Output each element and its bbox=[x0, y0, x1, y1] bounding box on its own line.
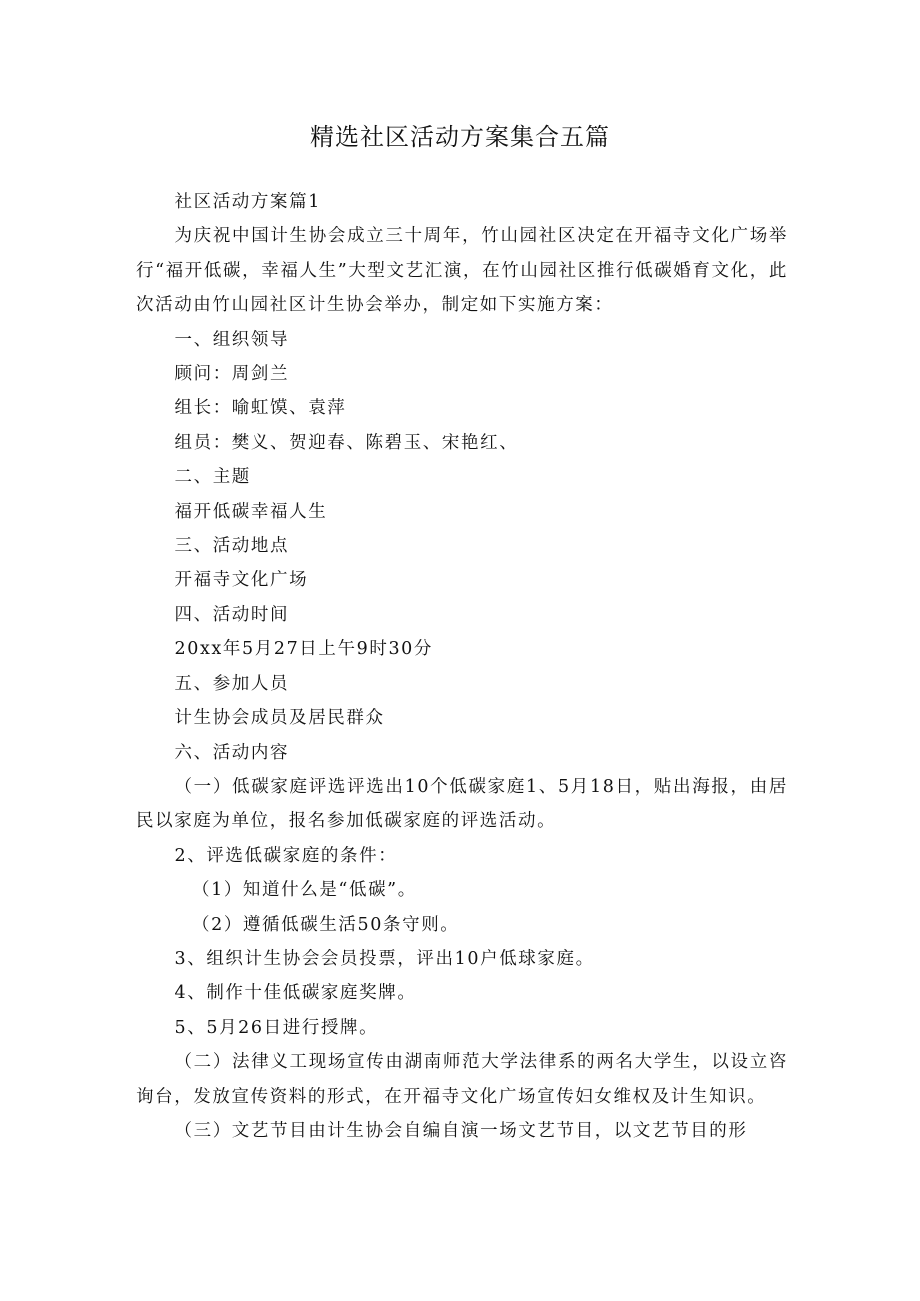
body-line: 福开低碳幸福人生 bbox=[174, 501, 328, 522]
section-heading: 六、活动内容 bbox=[174, 742, 290, 763]
body-line: 组长：喻虹馍、袁萍 bbox=[174, 398, 347, 419]
body-line: （1）知道什么是“低碳”。 bbox=[192, 880, 417, 901]
section-heading: 五、参加人员 bbox=[174, 673, 290, 694]
document-body bbox=[136, 185, 788, 1148]
body-line: 组员：樊义、贺迎春、陈碧玉、宋艳红、 bbox=[174, 432, 519, 453]
document-title: 精选社区活动方案集合五篇 bbox=[310, 123, 610, 151]
body-line: 开福寺文化广场 bbox=[174, 570, 309, 591]
body-line: （2）遵循低碳生活50条守则。 bbox=[192, 914, 460, 935]
body-line: 20xx年5月27日上午9时30分 bbox=[174, 639, 434, 660]
section-heading: 一、组织领导 bbox=[174, 329, 290, 350]
body-line: 顾问：周剑兰 bbox=[174, 364, 290, 385]
body-paragraph: （二）法律义工现场宣传由湖南师范大学法律系的两名大学生，以设立咨询台，发放宣传资料的形式，在开福寺文化广场宣传妇女维权及计生知识。 bbox=[136, 1052, 788, 1107]
section-heading: 社区活动方案篇1 bbox=[174, 192, 321, 212]
body-paragraph: （三）文艺节目由计生协会自编自演一场文艺节目，以文艺节目的形 bbox=[174, 1120, 748, 1141]
body-line: 3、组织计生协会会员投票，评出10户低球家庭。 bbox=[174, 948, 595, 969]
body-paragraph: （一）低碳家庭评选评选出10个低碳家庭1、5月18日，贴出海报，由居民以家庭为单位，报名参加低碳家庭的评选活动。 bbox=[136, 776, 788, 832]
body-line: 2、评选低碳家庭的条件： bbox=[174, 845, 398, 866]
body-line: 计生协会成员及居民群众 bbox=[174, 708, 385, 729]
body-line: 4、制作十佳低碳家庭奖牌。 bbox=[174, 983, 417, 1004]
intro-paragraph: 为庆祝中国计生协会成立三十周年，竹山园社区决定在开福寺文化广场举行“福开低碳，幸福人生”大型文艺汇演，在竹山园社区推行低碳婚育文化，此次活动由竹山园社区计生协会举办，制定如下实施方案： bbox=[136, 226, 788, 316]
section-heading: 二、主题 bbox=[174, 467, 251, 488]
body-line: 5、5月26日进行授牌。 bbox=[174, 1017, 379, 1038]
section-heading: 三、活动地点 bbox=[174, 536, 290, 557]
section-heading: 四、活动时间 bbox=[174, 604, 290, 625]
